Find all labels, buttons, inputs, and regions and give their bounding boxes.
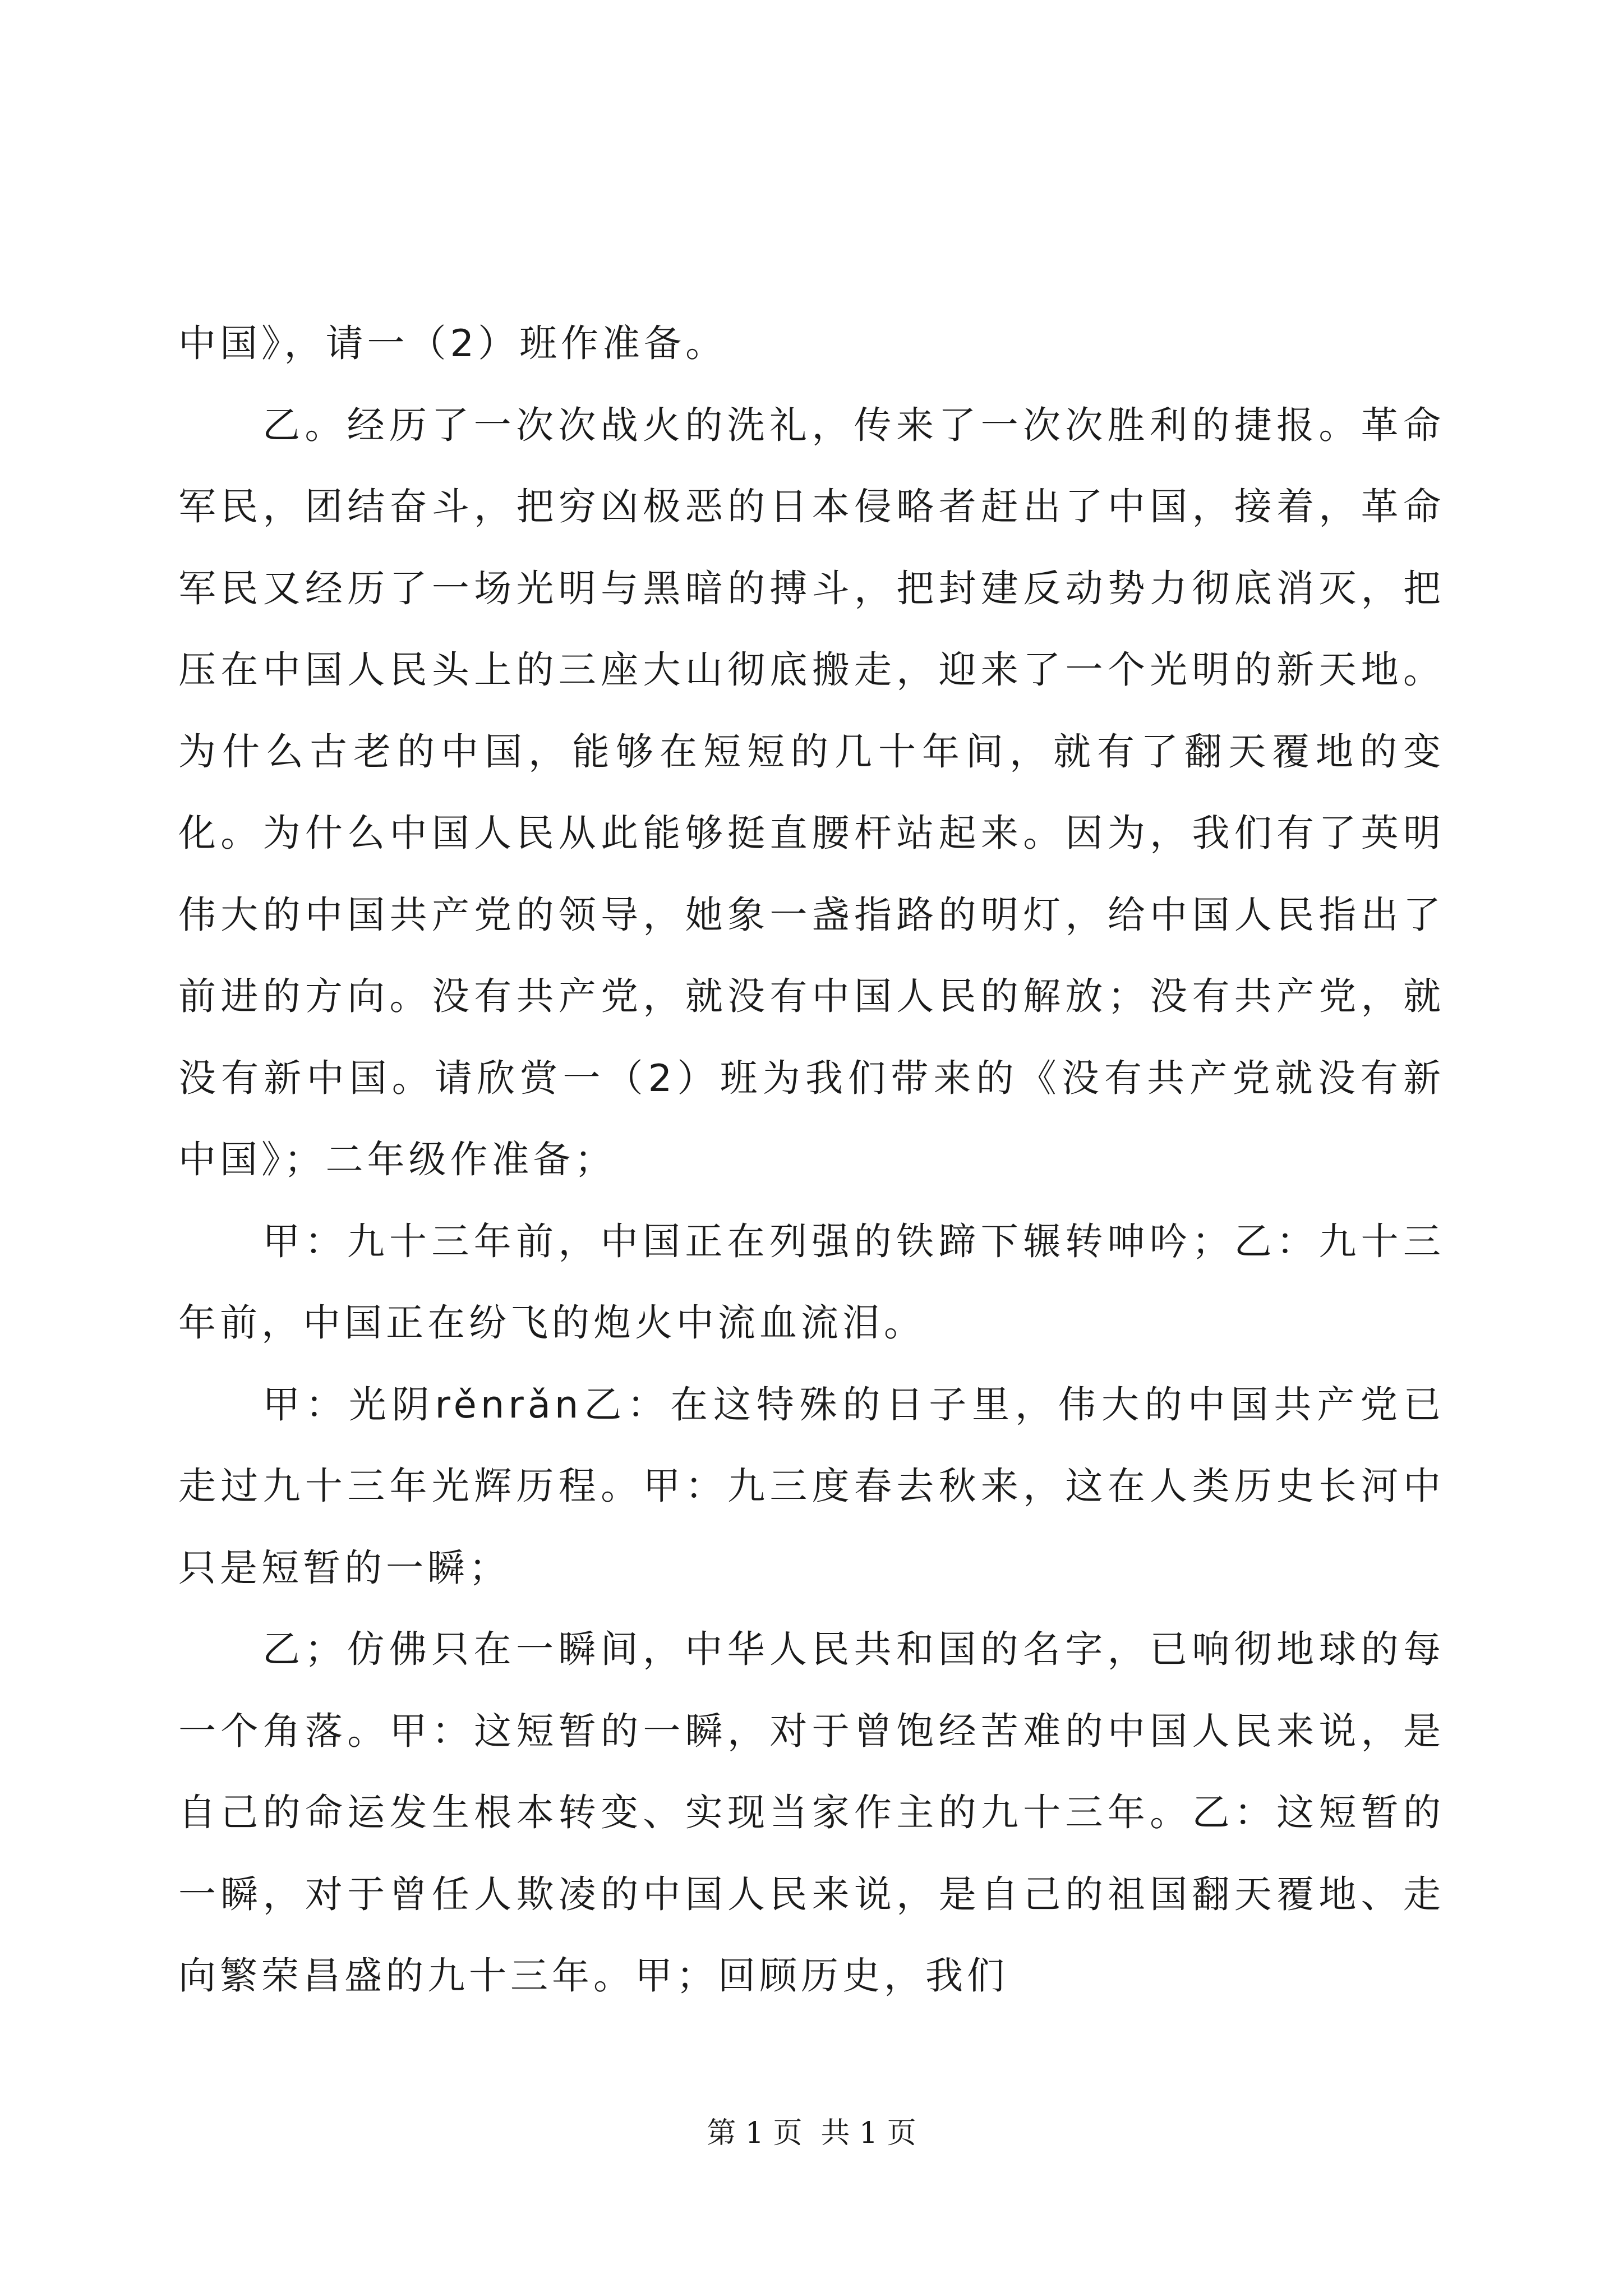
page-footer: 第 1 页 共 1 页	[707, 2116, 916, 2150]
paragraph-3: 甲：九十三年前，中国正在列强的铁蹄下辗转呻吟；乙：九十三年前，中国正在纷飞的炮火中流血流泪。	[178, 1219, 1445, 1345]
paragraph-4: 甲：光阴rěnrǎn乙：在这特殊的日子里，伟大的中国共产党已走过九十三年光辉历程。甲：九三度春去秋来，这在人类历史长河中只是短暂的一瞬；	[178, 1382, 1445, 1590]
paragraph-5: 乙；仿佛只在一瞬间，中华人民共和国的名字，已响彻地球的每一个角落。甲：这短暂的一瞬，对于曾饱经苦难的中国人民来说，是自己的命运发生根本转变、实现当家作主的九十三年。乙：这短暂的一瞬，对于曾任人欺凌的中国人民来说，是自己的祖国翻天覆地、走向繁荣昌盛的九十三年。甲；回顾历史，我们	[178, 1627, 1445, 1998]
paragraph-1: 中国》，请一（2）班作准备。	[178, 321, 727, 365]
document-body	[178, 303, 1445, 2017]
paragraph-2: 乙。经历了一次次战火的洗礼，传来了一次次胜利的捷报。革命军民，团结奋斗，把穷凶极恶的日本侵略者赶出了中国，接着，革命军民又经历了一场光明与黑暗的搏斗，把封建反动势力彻底消灭，把压在中国人民头上的三座大山彻底搬走，迎来了一个光明的新天地。为什么古老的中国，能够在短短的几十年间，就有了翻天覆地的变化。为什么中国人民从此能够挺直腰杆站起来。因为，我们有了英明伟大的中国共产党的领导，她象一盏指路的明灯，给中国人民指出了前进的方向。没有共产党，就没有中国人民的解放；没有共产党，就没有新中国。请欣赏一（2）班为我们带来的《没有共产党就没有新中国》；二年级作准备；	[178, 403, 1445, 1181]
